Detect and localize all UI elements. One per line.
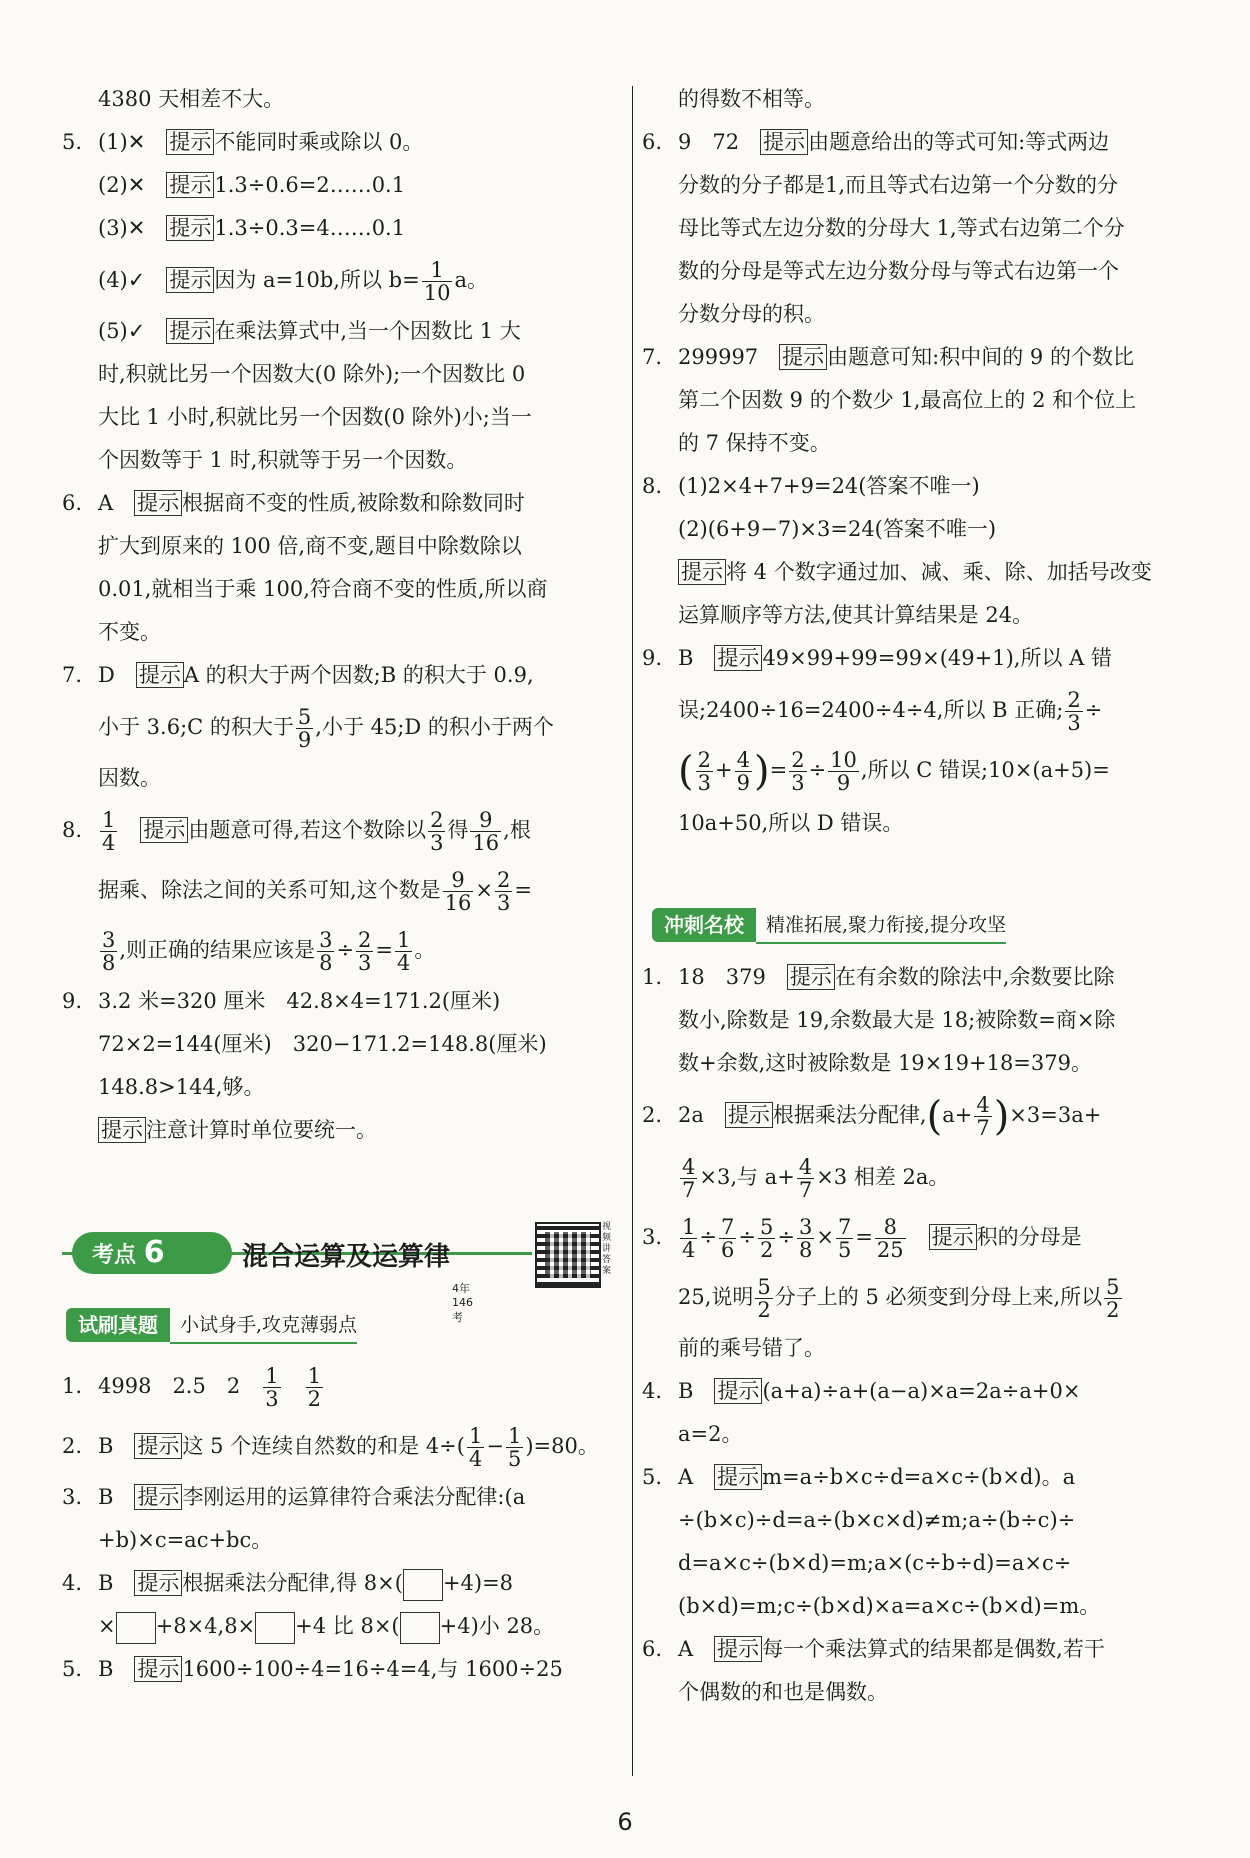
- text-line: 扩大到原来的 100 倍,商不变,题目中除数除以: [98, 534, 522, 558]
- text-line: 个偶数的和也是偶数。: [678, 1679, 888, 1704]
- fraction: $\frac{1}{4}$: [102, 808, 116, 855]
- hint-label: 提示: [166, 129, 214, 155]
- s3-line1: 3. B 提示 李刚运用的运算律符合乘法分配律:(a: [62, 1485, 526, 1509]
- hint-label: 提示: [929, 1224, 977, 1250]
- fraction: $\frac{4}{7}$: [976, 1093, 990, 1140]
- q8-line2: 据乘、除法之间的关系可知,这个数是 $\frac{9}{16}$ × $\frac{2}{3}$ =: [98, 868, 533, 915]
- q5-line4: (4)✓ 提示 因为 a=10b,所以 b= $\frac{1}{10}$ a。: [98, 258, 488, 305]
- text-line: 72×2=144(厘米) 320−171.2=148.8(厘米): [98, 1032, 547, 1056]
- text-line: 数小,除数是 19,余数最大是 18;被除数=商×除: [678, 1008, 1116, 1032]
- hint-label: 提示: [140, 817, 188, 843]
- fraction: $\frac{8}{25}$: [876, 1214, 904, 1262]
- fraction: $\frac{1}{3}$: [265, 1364, 279, 1411]
- r6-line1: 6. 9 72 提示 由题意给出的等式可知:等式两边: [642, 130, 1110, 154]
- left-column-practice: [62, 1356, 622, 1691]
- s4-line1: 4. B 提示 根据乘法分配律,得 8×( +4)=8: [62, 1562, 622, 1605]
- s4-line2: × +8×4,8× +4 比 8×( +4)小 28。: [62, 1605, 622, 1648]
- blank-box: [116, 1612, 156, 1644]
- s5-line1: 5. B 提示 1600÷100÷4=16÷4=4,与 1600÷25: [62, 1657, 563, 1681]
- hint-label: 提示: [714, 645, 762, 671]
- c4-line1: 4. B 提示 (a+a)÷a+(a−a)×a=2a÷a+0×: [642, 1378, 1081, 1403]
- fraction: $\frac{2}{3}$: [791, 748, 805, 795]
- fraction: $\frac{2}{3}$: [497, 868, 511, 915]
- c5-line1: 5. A 提示 m=a÷b×c÷d=a×c÷(b×d)。a: [642, 1464, 1076, 1489]
- text-line: 分数的分子都是1,而且等式右边第一个分数的分: [678, 173, 1119, 197]
- fraction: $\frac{5}{2}$: [1106, 1274, 1120, 1322]
- text-line: (b×d)=m;c÷(b×d)×a=a×c÷(b×d)=m。: [678, 1593, 1101, 1618]
- fraction: $\frac{10}{9}$: [830, 748, 857, 795]
- fraction: $\frac{9}{16}$: [472, 808, 500, 855]
- fraction: $\frac{1}{5}$: [507, 1424, 522, 1471]
- r9-line3: ( $\frac{2}{3}$ + $\frac{4}{9}$ )= $\frac{2}{3}$ ÷ $\frac{10}{9}$ ,所以 C 错误;10×(a+5)=: [678, 748, 1110, 795]
- text-line: 运算顺序等方法,使其计算结果是 24。: [678, 603, 1034, 627]
- blank-box: [400, 1612, 440, 1644]
- s2-line: 2. B 提示 这 5 个连续自然数的和是 4÷( $\frac{1}{4}$ − $\frac{1}{5}$ )=80。: [62, 1424, 599, 1471]
- fraction: $\frac{2}{3}$: [358, 928, 372, 975]
- text-line: ÷(b×c)÷d=a÷(b×c×d)≠m;a÷(b÷c)÷: [678, 1507, 1076, 1532]
- q5-line5: (5)✓ 提示 在乘法算式中,当一个因数比 1 大: [98, 319, 521, 343]
- s1-line: 1. 4998 2.5 2 $\frac{1}{3}$ $\frac{1}{2}$: [62, 1364, 321, 1411]
- qr-code-icon[interactable]: [535, 1222, 601, 1288]
- hint-label: 提示: [134, 1484, 182, 1510]
- hint-label: 提示: [134, 1656, 182, 1682]
- fraction: $\frac{1}{4}$: [397, 928, 411, 975]
- fraction: $\frac{3}{8}$: [798, 1214, 813, 1262]
- subsection-caption: 精准拓展,聚力衔接,提分攻坚: [756, 908, 1006, 944]
- fraction: $\frac{2}{3}$: [1067, 688, 1081, 735]
- exam-count: 4年146考: [452, 1282, 473, 1324]
- subsection-badge: 冲刺名校: [652, 908, 756, 942]
- fraction: $\frac{3}{8}$: [102, 928, 116, 975]
- text-line: 第二个因数 9 的个数少 1,最高位上的 2 和个位上: [678, 388, 1137, 412]
- text-line: 4380 天相差不大。: [98, 87, 285, 111]
- text-line: 的得数不相等。: [678, 87, 825, 111]
- q7-line2: 小于 3.6;C 的积大于 $\frac{5}{9}$ ,小于 45;D 的积小于两个: [98, 705, 554, 752]
- c1-line1: 1. 18 379 提示 在有余数的除法中,余数要比除: [642, 965, 1115, 989]
- q9-line4: 提示 注意计算时单位要统一。: [62, 1109, 622, 1152]
- hint-label: 提示: [714, 1378, 762, 1404]
- q5-line1: 5. (1)✕ 提示 不能同时乘或除以 0。: [62, 130, 424, 154]
- c2-line2: $\frac{4}{7}$ ×3,与 a+ $\frac{4}{7}$ ×3 相差 2a。: [682, 1154, 950, 1202]
- hint-label: 提示: [134, 490, 182, 516]
- hint-label: 提示: [134, 1570, 182, 1596]
- fraction: $\frac{5}{9}$: [297, 705, 312, 752]
- hint-label: 提示: [779, 344, 827, 370]
- r7-line1: 7. 299997 提示 由题意可知:积中间的 9 的个数比: [642, 345, 1134, 369]
- text-line: 分数分母的积。: [678, 302, 825, 326]
- text-line: 不变。: [98, 620, 161, 644]
- hint-label: 提示: [166, 267, 214, 293]
- r8-line3: 提示 将 4 个数字通过加、减、乘、除、加括号改变: [642, 551, 1202, 594]
- hint-label: 提示: [760, 129, 808, 155]
- text-line: 时,积就比另一个因数大(0 除外);一个因数比 0: [98, 362, 526, 386]
- q5-line2: (2)✕ 提示 1.3÷0.6=2……0.1: [98, 173, 406, 197]
- text-line: 0.01,就相当于乘 100,符合商不变的性质,所以商: [98, 577, 548, 601]
- fraction: $\frac{1}{10}$: [423, 258, 451, 305]
- text-line: d=a×c÷(b×d)=m;a×(c÷b÷d)=a×c÷: [678, 1550, 1072, 1575]
- hint-label: 提示: [714, 1636, 762, 1662]
- fraction: $\frac{4}{7}$: [682, 1154, 696, 1202]
- fraction: $\frac{3}{8}$: [319, 928, 333, 975]
- text-line: 个因数等于 1 时,积就等于另一个因数。: [98, 448, 468, 472]
- q7-line1: 7. D 提示 A 的积大于两个因数;B 的积大于 0.9,: [62, 663, 534, 687]
- left-column: [62, 78, 622, 1152]
- r9-line1: 9. B 提示 49×99+99=99×(49+1),所以 A 错: [642, 646, 1112, 670]
- hint-label: 提示: [166, 215, 214, 241]
- hint-label: 提示: [136, 662, 184, 688]
- hint-label: 提示: [134, 1433, 182, 1459]
- fraction: $\frac{4}{7}$: [798, 1154, 813, 1202]
- hint-label: 提示: [787, 964, 835, 990]
- subsection-caption: 小试身手,攻克薄弱点: [170, 1308, 357, 1344]
- hint-label: 提示: [166, 318, 214, 344]
- text-line: 的 7 保持不变。: [678, 431, 831, 455]
- fraction: $\frac{1}{4}$: [682, 1214, 696, 1262]
- hint-label: 提示: [678, 559, 726, 585]
- blank-box: [255, 1612, 295, 1644]
- text-line: 母比等式左边分数的分母大 1,等式右边第二个分: [678, 216, 1125, 240]
- fraction: $\frac{1}{2}$: [307, 1364, 321, 1411]
- text-line: (2)(6+9−7)×3=24(答案不唯一): [678, 517, 997, 541]
- fraction: $\frac{7}{5}$: [837, 1214, 852, 1262]
- fraction: $\frac{9}{16}$: [444, 868, 472, 915]
- column-divider: [632, 86, 633, 1776]
- fraction: $\frac{2}{3}$: [430, 808, 444, 855]
- right-column-challenge: [642, 956, 1202, 1714]
- right-column: [642, 78, 1202, 845]
- text-line: +b)×c=ac+bc。: [98, 1528, 273, 1552]
- blank-box: [403, 1569, 443, 1601]
- c3-line1: 3. $\frac{1}{4}$ ÷ $\frac{7}{6}$ ÷ $\frac{5}{2}$ ÷ $\frac{3}{8}$ × $\frac{7}{5}$ = $\frac{8}{25}$ 提示 积的分母是: [642, 1214, 1082, 1262]
- section-title: 混合运算及运算律: [242, 1242, 451, 1272]
- text-line: 因数。: [98, 766, 161, 790]
- qr-caption: 视频讲答案: [602, 1222, 612, 1276]
- hint-label: 提示: [714, 1464, 762, 1490]
- fraction: $\frac{5}{2}$: [757, 1274, 771, 1322]
- fraction: $\frac{2}{3}$: [697, 748, 711, 795]
- q5-line3: (3)✕ 提示 1.3÷0.3=4……0.1: [98, 216, 406, 240]
- c3-line2: 25,说明 $\frac{5}{2}$ 分子上的 5 必须变到分母上来,所以 $\frac{5}{2}$: [678, 1274, 1120, 1322]
- text-line: a=2。: [678, 1421, 743, 1446]
- subsection-header-challenge: [652, 908, 1006, 942]
- subsection-header-practice: [66, 1308, 357, 1342]
- fraction: $\frac{4}{9}$: [736, 748, 750, 795]
- subsection-badge: 试刷真题: [66, 1308, 170, 1342]
- hint-label: 提示: [166, 172, 214, 198]
- section-header-topic: [62, 1228, 482, 1324]
- q8-line1: 8. $\frac{1}{4}$ 提示 由题意可得,若这个数除以 $\frac{2}{3}$ 得 $\frac{9}{16}$ ,根: [62, 808, 531, 855]
- fraction: $\frac{5}{2}$: [759, 1214, 774, 1262]
- q9-line1: 9. 3.2 米=320 厘米 42.8×4=171.2(厘米): [62, 989, 501, 1013]
- c6-line1: 6. A 提示 每一个乘法算式的结果都是偶数,若干: [642, 1636, 1105, 1661]
- r9-line2: 误;2400÷16=2400÷4÷4,所以 B 正确; $\frac{2}{3}$ ÷: [678, 688, 1103, 735]
- text-line: 数的分母是等式左边分数分母与等式右边第一个: [678, 259, 1119, 283]
- r8-line1: 8. (1)2×4+7+9=24(答案不唯一): [642, 474, 980, 498]
- c2-line1: 2. 2a 提示 根据乘法分配律,(a+ $\frac{4}{7}$ )×3=3a+: [642, 1093, 1102, 1140]
- topic-badge: 考点 6: [72, 1232, 232, 1274]
- hint-label: 提示: [725, 1102, 773, 1128]
- text-line: 大比 1 小时,积就比另一个因数(0 除外)小;当一: [98, 405, 532, 429]
- q8-line3: $\frac{3}{8}$ ,则正确的结果应该是 $\frac{3}{8}$ ÷ $\frac{2}{3}$ = $\frac{1}{4}$ 。: [102, 928, 436, 975]
- text-line: 数+余数,这时被除数是 19×19+18=379。: [678, 1051, 1092, 1075]
- q6-line1: 6. A 提示 根据商不变的性质,被除数和除数同时: [62, 491, 525, 515]
- fraction: $\frac{1}{4}$: [468, 1424, 483, 1471]
- fraction: $\frac{7}{6}$: [720, 1214, 735, 1262]
- hint-label: 提示: [98, 1117, 146, 1143]
- page-number: 6: [617, 1808, 633, 1836]
- text-line: 前的乘号错了。: [678, 1335, 825, 1360]
- text-line: 10a+50,所以 D 错误。: [678, 810, 904, 835]
- text-line: 148.8>144,够。: [98, 1075, 265, 1099]
